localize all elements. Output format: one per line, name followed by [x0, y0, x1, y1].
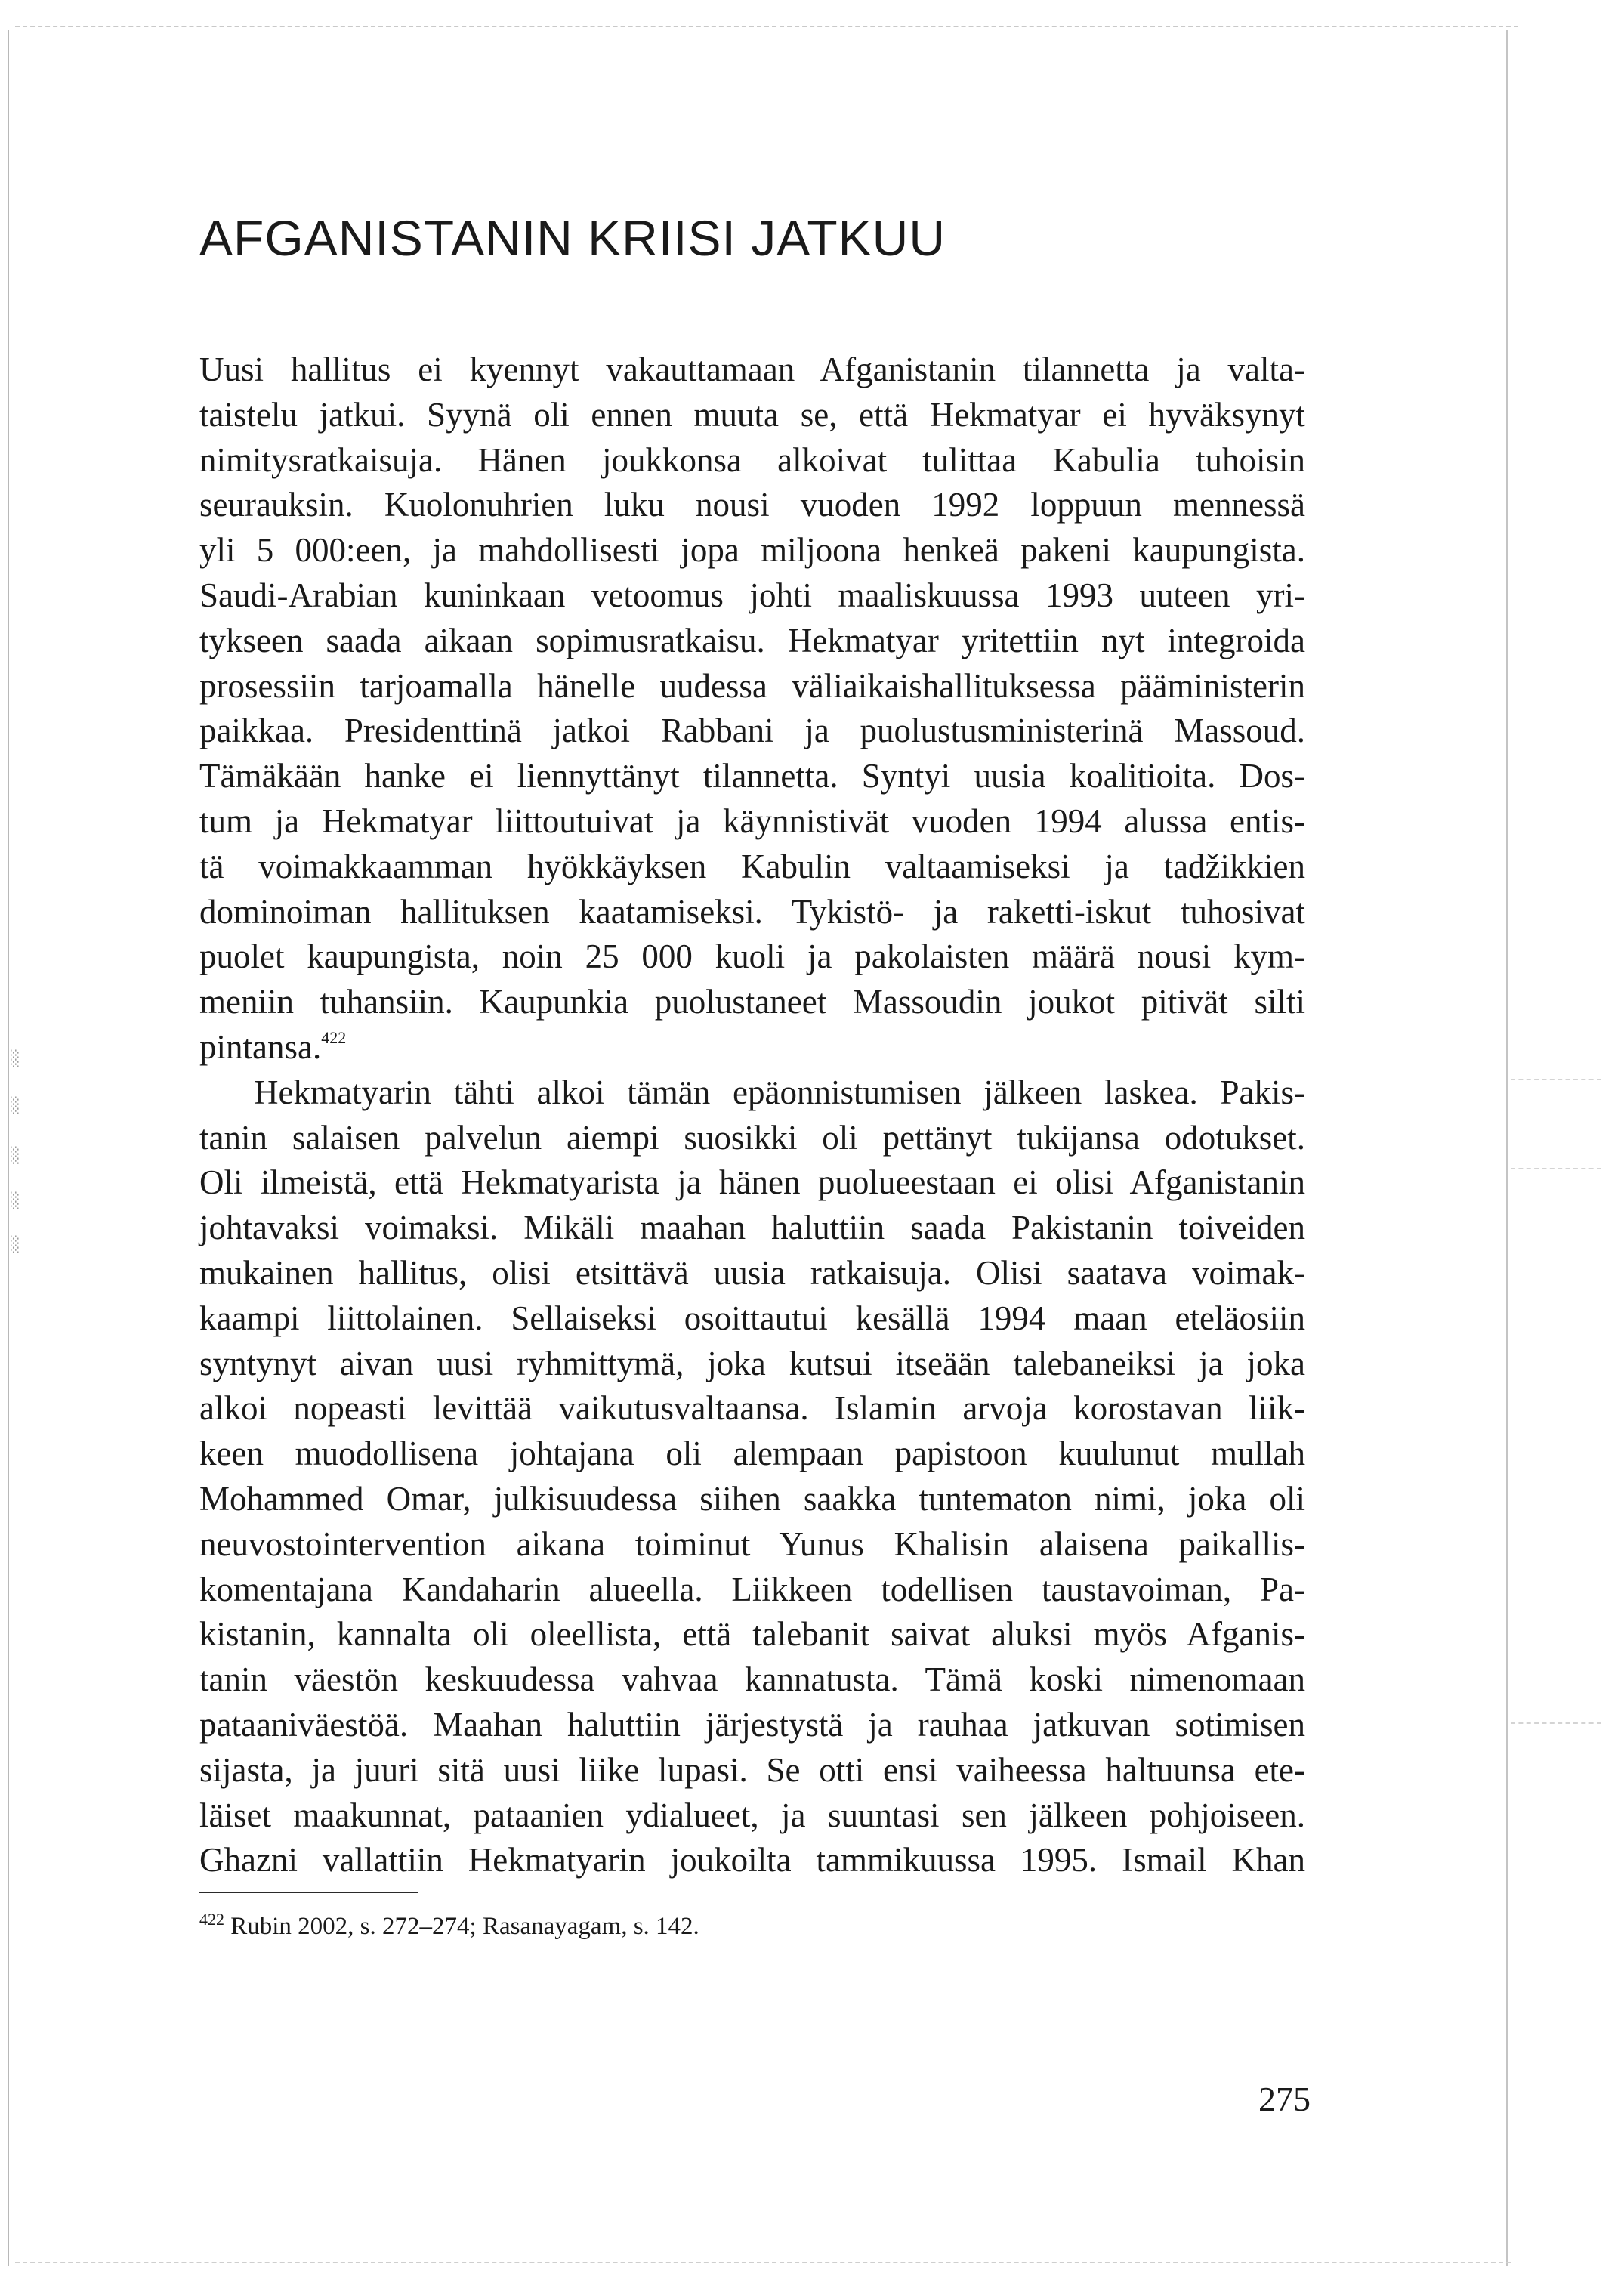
scan-artifact [1511, 1168, 1601, 1169]
text-line [199, 1025, 1305, 1070]
text-line: Oli ilmeistä, että Hekmatyarista ja hänen puolueestaan ei olisi Afganistanin [199, 1163, 1305, 1202]
footnote-number: 422 [199, 1910, 224, 1929]
scan-artifact: ░ [11, 1235, 20, 1253]
chapter-title: AFGANISTANIN KRIISI JATKUU [199, 210, 946, 266]
scan-artifact: ░ [11, 1096, 20, 1114]
text-line: Uusi hallitus ei kyennyt vakauttamaan Afganistanin tilannetta ja valta- [199, 351, 1305, 388]
footnote [199, 1910, 699, 1941]
text-line: pataaniväestöä. Maahan haluttiin järjestystä ja rauhaa jatkuvan sotimisen [199, 1705, 1305, 1744]
scan-edge-left [8, 30, 9, 2266]
text-line: tanin väestön keskuudessa vahvaa kannatusta. Tämä koski nimenomaan [199, 1660, 1305, 1699]
footnote-text: Rubin 2002, s. 272–274; Rasanayagam, s. 142. [230, 1913, 699, 1940]
scan-artifact [1511, 1079, 1601, 1080]
footnote-divider [199, 1892, 418, 1893]
footnote-reference[interactable]: 422 [321, 1027, 347, 1047]
text-line: syntynyt aivan uusi ryhmittymä, joka kutsui itseään talebaneiksi ja joka [199, 1344, 1305, 1382]
page-number: 275 [1258, 2080, 1311, 2118]
text-line: seurauksin. Kuolonuhrien luku nousi vuoden 1992 loppuun mennessä [199, 486, 1305, 524]
scan-edge-right [1506, 30, 1508, 2266]
text-line: keen muodollisena johtajana oli alempaan papistoon kuulunut mullah [199, 1435, 1305, 1473]
text-line: tum ja Hekmatyar liittoutuivat ja käynnistivät vuoden 1994 alussa entis- [199, 802, 1305, 840]
text-line: tanin salaisen palvelun aiempi suosikki oli pettänyt tukijansa odotukset. [199, 1118, 1305, 1157]
text-line: paikkaa. Presidenttinä jatkoi Rabbani ja puolustusministerinä Massoud. [199, 712, 1305, 750]
text-line: meniin tuhansiin. Kaupunkia puolustaneet Massoudin joukot pitivät silti [199, 983, 1305, 1021]
text-line: dominoiman hallituksen kaatamiseksi. Tykistö- ja raketti-iskut tuhosivat [199, 892, 1305, 931]
text-line: Tämäkään hanke ei liennyttänyt tilannetta. Syntyi uusia koalitioita. Dos- [199, 757, 1305, 795]
text-line: kaampi liittolainen. Sellaiseksi osoittautui kesällä 1994 maan eteläosiin [199, 1299, 1305, 1337]
text-line: prosessiin tarjoamalla hänelle uudessa väliaikaishallituksessa pääministerin [199, 666, 1305, 705]
scan-artifact: ░ [11, 1191, 20, 1209]
text-line: neuvostointervention aikana toiminut Yunus Khalisin alaisena paikallis- [199, 1524, 1305, 1563]
body-text [199, 347, 1305, 1883]
text-line: alkoi nopeasti levittää vaikutusvaltaansa. Islamin arvoja korostavan liik- [199, 1389, 1305, 1428]
text-line: Ghazni vallattiin Hekmatyarin joukoilta tammikuussa 1995. Ismail Khan [199, 1841, 1305, 1880]
text-line: Mohammed Omar, julkisuudessa siihen saakka tuntematon nimi, joka oli [199, 1479, 1305, 1518]
scan-artifact [1511, 1722, 1601, 1724]
text-line: komentajana Kandaharin alueella. Liikkeen todellisen taustavoiman, Pa- [199, 1570, 1305, 1608]
text-line: Saudi-Arabian kuninkaan vetoomus johti maaliskuussa 1993 uuteen yri- [199, 576, 1305, 614]
text-line: mukainen hallitus, olisi etsittävä uusia ratkaisuja. Olisi saatava voimak- [199, 1253, 1305, 1292]
text-line-content: pintansa. [199, 1027, 322, 1066]
text-line: yli 5 000:een, ja mahdollisesti jopa miljoona henkeä pakeni kaupungista. [199, 531, 1305, 570]
text-line: sijasta, ja juuri sitä uusi liike lupasi. Se otti ensi vaiheessa haltuunsa ete- [199, 1750, 1305, 1789]
text-line: nimitysratkaisuja. Hänen joukkonsa alkoivat tulittaa Kabulia tuhoisin [199, 440, 1305, 479]
scan-artifact: ░ [11, 1146, 20, 1164]
text-line: tä voimakkaamman hyökkäyksen Kabulin valtaamiseksi ja tadžikkien [199, 847, 1305, 885]
text-line: Hekmatyarin tähti alkoi tämän epäonnistumisen jälkeen laskea. Pakis- [254, 1073, 1305, 1111]
text-line: taistelu jatkui. Syynä oli ennen muuta se, että Hekmatyar ei hyväksynyt [199, 395, 1305, 434]
scan-edge-top [15, 26, 1518, 27]
scan-artifact: ░ [11, 1049, 20, 1067]
text-line: johtavaksi voimaksi. Mikäli maahan haluttiin saada Pakistanin toiveiden [199, 1209, 1305, 1247]
scan-edge-bottom [15, 2262, 1511, 2263]
text-line: puolet kaupungista, noin 25 000 kuoli ja pakolaisten määrä nousi kym- [199, 937, 1305, 976]
text-line: läiset maakunnat, pataanien ydialueet, ja suuntasi sen jälkeen pohjoiseen. [199, 1796, 1305, 1834]
text-line: kistanin, kannalta oli oleellista, että talebanit saivat aluksi myös Afganis- [199, 1615, 1305, 1654]
text-line: tykseen saada aikaan sopimusratkaisu. Hekmatyar yritettiin nyt integroida [199, 621, 1305, 659]
